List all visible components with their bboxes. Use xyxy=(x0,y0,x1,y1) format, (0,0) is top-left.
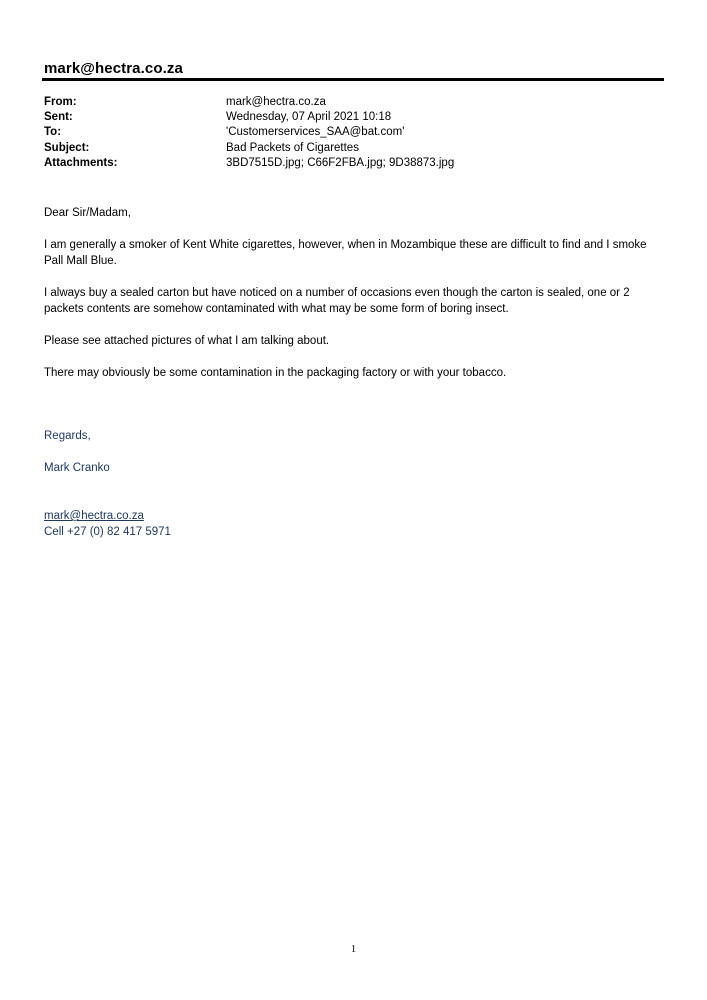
meta-label-to: To: xyxy=(44,126,62,139)
meta-row-sent xyxy=(44,110,664,125)
signature-contact xyxy=(44,508,444,540)
meta-row-from xyxy=(44,95,664,110)
header-divider xyxy=(42,78,664,81)
signature-cell: Cell +27 (0) 82 417 5971 xyxy=(44,526,171,538)
signature-regards: Regards, xyxy=(44,430,91,442)
meta-value-from: mark@hectra.co.za xyxy=(226,96,326,108)
meta-value-subject: Bad Packets of Cigarettes xyxy=(226,141,359,154)
body-paragraph: There may obviously be some contamination in the packaging factory or with your tobacco. xyxy=(44,367,507,379)
body-paragraph: I am generally a smoker of Kent White cigarettes, however, when in Mozambique these are difficult to find and I smoke Pall Mall Blue. xyxy=(44,239,647,267)
signature-name: Mark Cranko xyxy=(44,462,110,474)
meta-label-from: From: xyxy=(44,96,77,108)
meta-value-to: 'Customerservices_SAA@bat.com' xyxy=(226,126,405,139)
meta-row-subject xyxy=(44,141,664,156)
meta-row-attachments xyxy=(44,156,664,171)
meta-row-to xyxy=(44,125,664,140)
meta-label-sent: Sent: xyxy=(44,111,73,124)
body-paragraph: Please see attached pictures of what I am talking about. xyxy=(44,335,330,347)
signature-email-link[interactable]: mark@hectra.co.za xyxy=(44,510,144,522)
header-sender-name: mark@hectra.co.za xyxy=(44,60,183,77)
email-meta-table xyxy=(44,95,664,171)
email-body xyxy=(44,205,664,397)
body-greeting: Dear Sir/Madam, xyxy=(44,207,131,219)
meta-label-subject: Subject: xyxy=(44,141,90,154)
page-number: 1 xyxy=(351,944,356,955)
meta-label-attachments: Attachments: xyxy=(44,156,118,169)
meta-value-sent: Wednesday, 07 April 2021 10:18 xyxy=(226,111,392,124)
meta-value-attachments: 3BD7515D.jpg; C66F2FBA.jpg; 9D38873.jpg xyxy=(226,156,455,169)
body-paragraph: I always buy a sealed carton but have noticed on a number of occasions even though the carton is sealed, one or 2 packets contents are somehow contaminated with what may be some form of boring insect. xyxy=(44,287,630,315)
